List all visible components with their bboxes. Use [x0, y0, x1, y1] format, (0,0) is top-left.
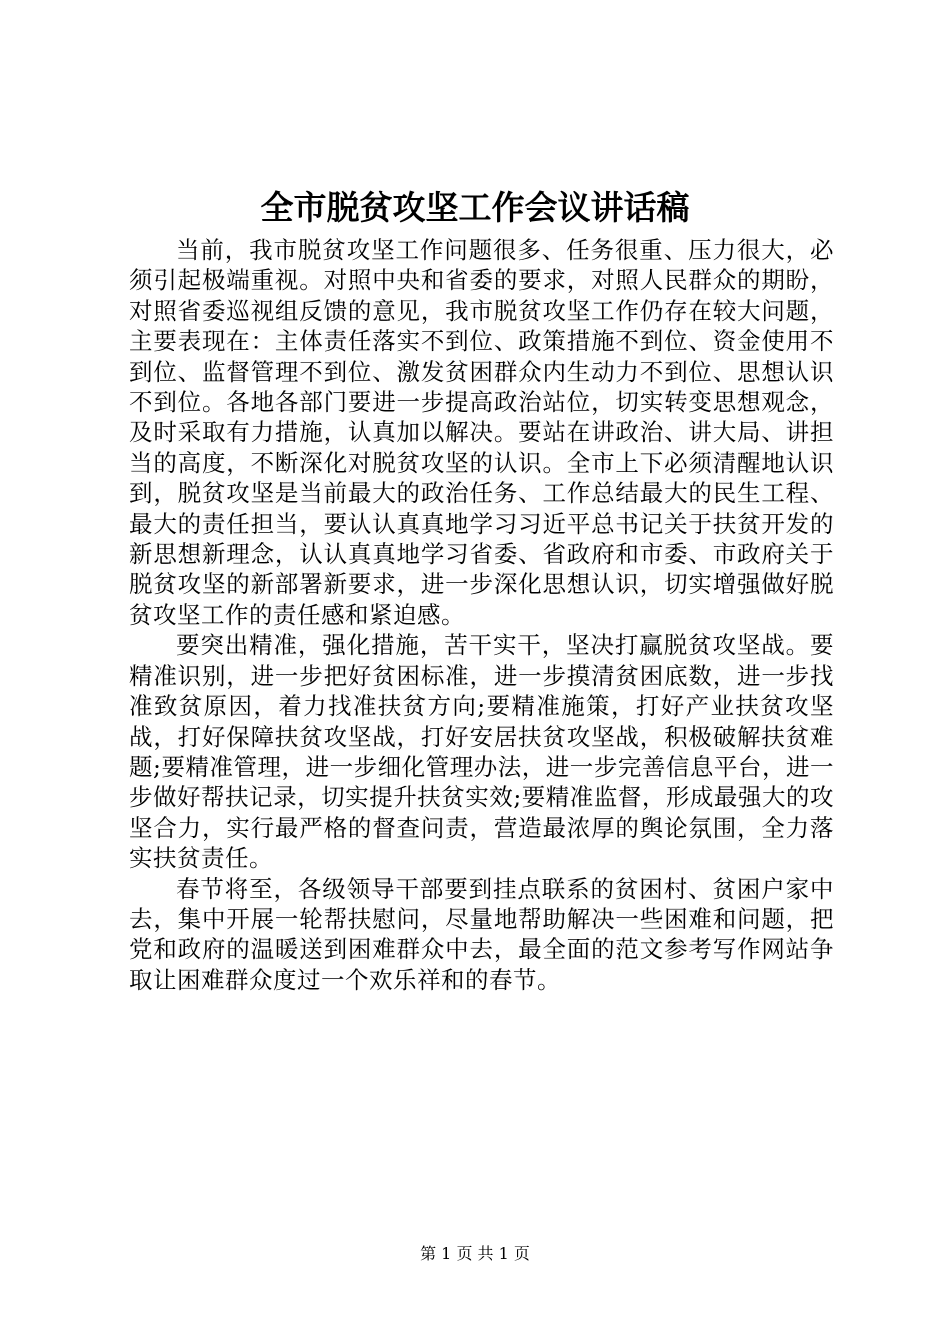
paragraph-2: 要突出精准，强化措施，苦干实干，坚决打赢脱贫攻坚战。要精准识别，进一步把好贫困标准，进一步摸清贫困底数，进一步找准致贫原因，着力找准扶贫方向;要精准施策，打好产业扶贫攻坚战，打好保障扶贫攻坚战，打好安居扶贫攻坚战，积极破解扶贫难题;要精准管理，进一步细化管理办法，进一步完善信息平台，进一步做好帮扶记录，切实提升扶贫实效;要精准监督，形成最强大的攻坚合力，实行最严格的督查问责，营造最浓厚的舆论氛围，全力落实扶贫责任。 — [129, 631, 834, 873]
document-body — [129, 235, 834, 995]
document-title: 全市脱贫攻坚工作会议讲话稿 — [260, 188, 690, 227]
page-footer: 第 1 页 共 1 页 — [420, 1244, 530, 1263]
paragraph-3: 春节将至，各级领导干部要到挂点联系的贫困村、贫困户家中去，集中开展一轮帮扶慰问，尽量地帮助解决一些困难和问题，把党和政府的温暖送到困难群众中去，最全面的范文参考写作网站争取让困难群众度过一个欢乐祥和的春节。 — [129, 874, 834, 994]
paragraph-1: 当前，我市脱贫攻坚工作问题很多、任务很重、压力很大，必须引起极端重视。对照中央和省委的要求，对照人民群众的期盼，对照省委巡视组反馈的意见，我市脱贫攻坚工作仍存在较大问题，主要表现在：主体责任落实不到位、政策措施不到位、资金使用不到位、监督管理不到位、激发贫困群众内生动力不到位、思想认识不到位。各地各部门要进一步提高政治站位，切实转变思想观念，及时采取有力措施，认真加以解决。要站在讲政治、讲大局、讲担当的高度，不断深化对脱贫攻坚的认识。全市上下必须清醒地认识到，脱贫攻坚是当前最大的政治任务、工作总结最大的民生工程、最大的责任担当，要认认真真地学习习近平总书记关于扶贫开发的新思想新理念，认认真真地学习省委、省政府和市委、市政府关于脱贫攻坚的新部署新要求，进一步深化思想认识，切实增强做好脱贫攻坚工作的责任感和紧迫感。 — [129, 236, 834, 629]
